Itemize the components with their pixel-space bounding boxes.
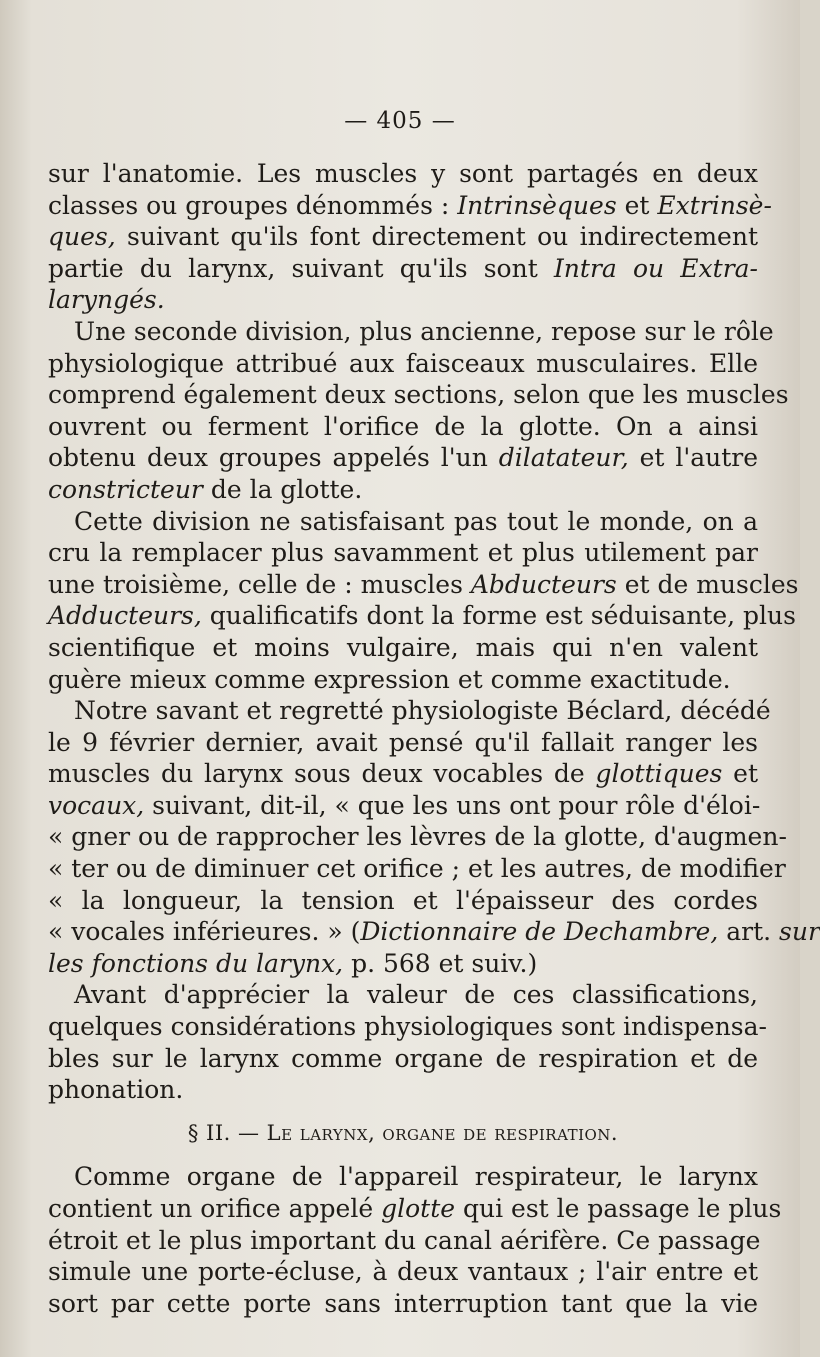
text-line bbox=[48, 569, 799, 601]
italic-text: Intrinsèques bbox=[457, 190, 617, 220]
text-line bbox=[48, 600, 796, 632]
text-line bbox=[48, 1011, 767, 1043]
text-segment: Une seconde division, plus ancienne, repose sur le rôle bbox=[74, 316, 774, 346]
text-segment: et bbox=[722, 759, 758, 789]
italic-text: Extrinsè- bbox=[657, 190, 772, 220]
text-line bbox=[48, 1043, 758, 1075]
text-line bbox=[48, 885, 758, 917]
text-segment: Comme organe de l'appareil respirateur, le larynx bbox=[74, 1162, 758, 1192]
text-line bbox=[48, 221, 758, 253]
text-segment: scientifique et moins vulgaire, mais qui n'en valent bbox=[48, 632, 758, 662]
text-line bbox=[48, 948, 758, 980]
text-segment: bles sur le larynx comme organe de respiration et de bbox=[48, 1043, 758, 1073]
text-segment: phonation. bbox=[48, 1075, 184, 1105]
text-line bbox=[48, 1256, 758, 1288]
text-line bbox=[48, 632, 758, 664]
text-segment: « vocales inférieures. » ( bbox=[48, 917, 361, 947]
text-segment: de la glotte. bbox=[202, 474, 363, 504]
text-segment: guère mieux comme expression et comme exactitude. bbox=[48, 664, 731, 694]
text-segment: et l'autre bbox=[628, 443, 758, 473]
text-segment: p. 568 et suiv.) bbox=[343, 948, 538, 978]
page-number: — 405 — bbox=[344, 108, 456, 134]
text-line bbox=[48, 537, 758, 569]
text-segment: et bbox=[616, 190, 658, 220]
text-line bbox=[48, 348, 758, 380]
text-segment: « ter ou de diminuer cet orifice ; et les autres, de modifier bbox=[48, 854, 786, 884]
italic-text: Abducteurs bbox=[470, 569, 617, 599]
text-line bbox=[48, 1288, 758, 1320]
italic-text: vocaux, bbox=[48, 790, 145, 820]
text-line bbox=[48, 1161, 758, 1193]
text-line bbox=[48, 1193, 782, 1225]
text-line bbox=[48, 158, 758, 190]
text-line bbox=[48, 190, 772, 222]
italic-text: laryngés. bbox=[48, 285, 165, 315]
text-segment: Avant d'apprécier la valeur de ces classifications, bbox=[74, 980, 758, 1010]
text-block-before-heading bbox=[48, 158, 820, 1106]
text-segment: « gner ou de rapprocher les lèvres de la glotte, d'augmen- bbox=[48, 822, 787, 852]
text-line bbox=[48, 379, 789, 411]
italic-text: glottiques bbox=[595, 759, 723, 789]
italic-text: glotte bbox=[381, 1194, 456, 1223]
text-line bbox=[48, 1074, 758, 1106]
body-text bbox=[48, 158, 820, 1319]
text-segment: ouvrent ou ferment l'orifice de la glotte. On a ainsi bbox=[48, 411, 758, 441]
text-segment: comprend également deux sections, selon que les muscles bbox=[48, 380, 789, 410]
italic-text: Adducteurs, bbox=[48, 601, 202, 631]
text-line bbox=[48, 916, 820, 948]
text-segment: sort par cette porte sans interruption tant que la vie bbox=[48, 1288, 758, 1318]
text-segment: contient un orifice appelé bbox=[48, 1194, 382, 1223]
italic-text: Intra ou Extra- bbox=[553, 253, 759, 283]
text-line bbox=[48, 411, 758, 443]
italic-text: les fonctions du larynx, bbox=[48, 948, 344, 978]
text-line bbox=[48, 664, 758, 696]
text-line bbox=[48, 442, 758, 474]
text-line bbox=[48, 474, 758, 506]
text-segment: simule une porte-écluse, à deux vantaux ; l'air entre et bbox=[48, 1257, 758, 1287]
text-segment: art. bbox=[718, 917, 780, 947]
text-segment: Cette division ne satisfaisant pas tout le monde, on a bbox=[74, 506, 758, 536]
section-heading-title: Le larynx, organe de respiration. bbox=[266, 1120, 619, 1145]
text-line bbox=[48, 316, 774, 348]
text-segment: obtenu deux groupes appelés l'un bbox=[48, 443, 499, 473]
text-segment: une troisième, celle de : muscles bbox=[48, 569, 471, 599]
text-block-after-heading bbox=[48, 1161, 782, 1319]
section-heading bbox=[48, 1118, 758, 1150]
text-segment: muscles du larynx sous deux vocables de bbox=[48, 759, 596, 789]
text-segment: « la longueur, la tension et l'épaisseur des cordes bbox=[48, 885, 758, 915]
text-segment: sur l'anatomie. Les muscles y sont partagés en deux bbox=[48, 159, 758, 188]
text-segment: et de muscles bbox=[616, 569, 799, 599]
text-line bbox=[48, 853, 786, 885]
italic-text: dilatateur, bbox=[498, 443, 629, 473]
italic-text: constricteur bbox=[48, 474, 203, 504]
text-line bbox=[48, 758, 758, 790]
text-line bbox=[48, 506, 758, 538]
text-segment: quelques considérations physiologiques sont indispensa- bbox=[48, 1012, 767, 1042]
italic-text: ques, bbox=[48, 222, 116, 252]
text-segment: physiologique attribué aux faisceaux musculaires. Elle bbox=[48, 348, 758, 378]
text-segment: Notre savant et regretté physiologiste Béclard, décédé bbox=[74, 696, 771, 726]
text-segment: suivant, dit-il, « que les uns ont pour rôle d'éloi- bbox=[144, 790, 761, 820]
text-line bbox=[48, 790, 761, 822]
text-segment: qui est le passage le plus bbox=[455, 1194, 782, 1223]
text-segment: étroit et le plus important du canal aérifère. Ce passage bbox=[48, 1225, 761, 1255]
text-line bbox=[48, 727, 758, 759]
text-segment: suivant qu'ils font directement ou indirectement bbox=[115, 222, 758, 252]
italic-text: sur bbox=[779, 917, 820, 947]
text-line bbox=[48, 979, 758, 1011]
text-line bbox=[48, 695, 771, 727]
text-segment: partie du larynx, suivant qu'ils sont bbox=[48, 253, 554, 283]
italic-text: Dictionnaire de Dechambre, bbox=[360, 917, 719, 947]
text-line bbox=[48, 284, 758, 316]
text-segment: qualificatifs dont la forme est séduisante, plus bbox=[201, 601, 796, 631]
text-segment: classes ou groupes dénommés : bbox=[48, 190, 458, 220]
text-line bbox=[48, 253, 758, 285]
text-line bbox=[48, 1225, 761, 1257]
text-segment: cru la remplacer plus savamment et plus utilement par bbox=[48, 538, 758, 568]
text-line bbox=[48, 821, 787, 853]
text-segment: le 9 février dernier, avait pensé qu'il fallait ranger les bbox=[48, 727, 758, 757]
section-heading-prefix: § II. — bbox=[187, 1120, 267, 1145]
